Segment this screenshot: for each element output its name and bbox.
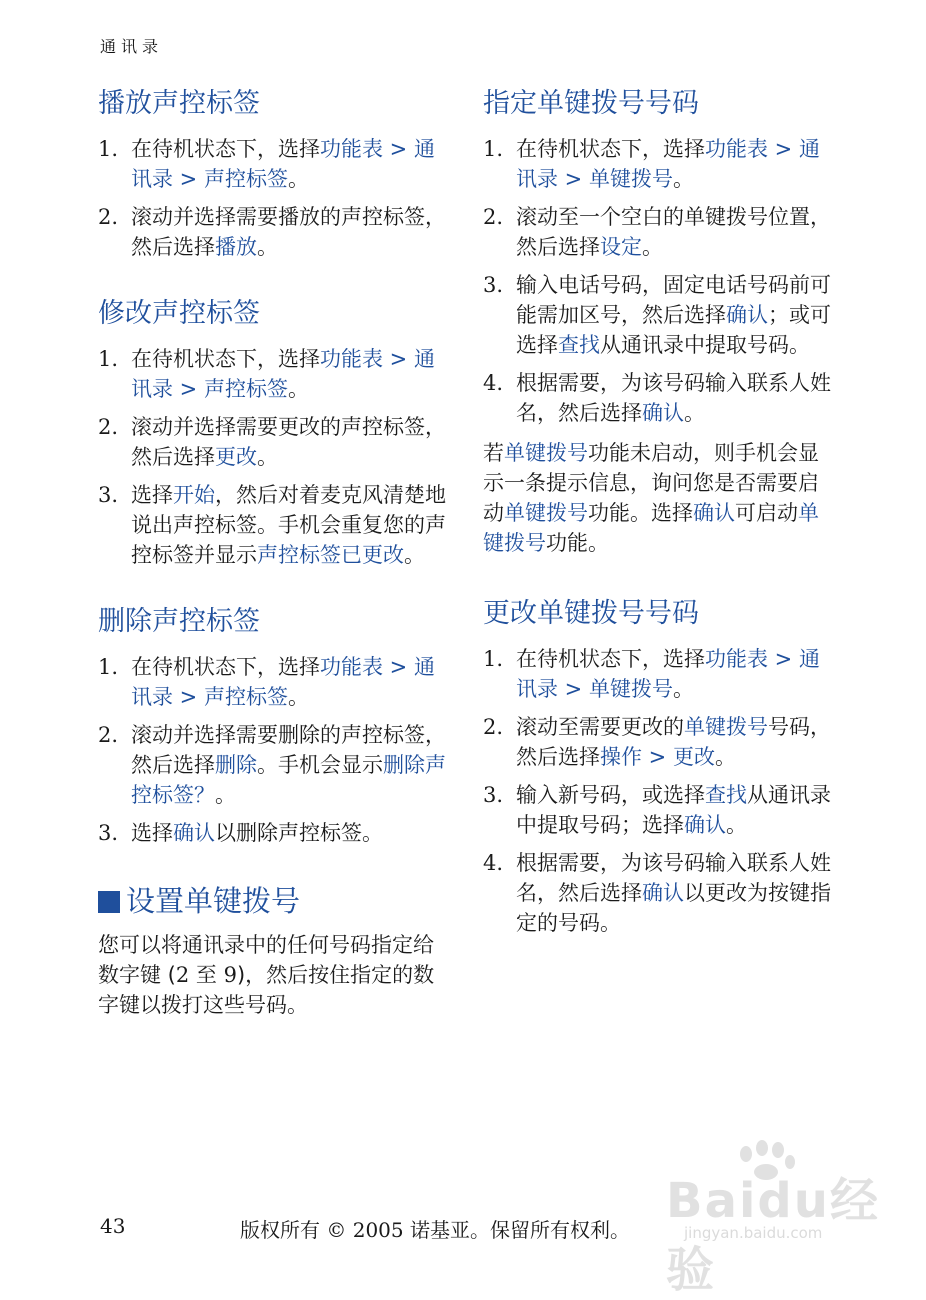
menu-term: 通讯录 — [516, 647, 820, 701]
menu-term: 声控标签 — [203, 685, 288, 709]
step-item: 1. 在待机状态下，选择功能表 > 通讯录 > 单键拨号。 — [483, 137, 820, 191]
section-speed-dial-setup — [98, 880, 448, 1020]
section-edit-voice-tag — [98, 294, 448, 570]
step-item: 2. 滚动至一个空白的单键拨号位置，然后选择设定。 — [483, 205, 831, 259]
menu-term: 播放 — [215, 235, 257, 259]
step-list — [98, 134, 448, 262]
menu-term: 通讯录 — [131, 347, 435, 401]
square-bullet-icon — [98, 891, 120, 913]
note-paragraph: 若单键拨号功能未启动，则手机会显示一条提示信息，询问您是否需要启动单键拨号功能。选择确认可启动单键拨号功能。 — [483, 441, 819, 555]
menu-term: 确认 — [642, 401, 684, 425]
menu-term: 确认 — [726, 303, 768, 327]
step-item: 1. 在待机状态下，选择功能表 > 通讯录 > 声控标签。 — [98, 137, 435, 191]
step-list — [98, 652, 448, 848]
menu-term: 声控标签 — [203, 167, 288, 191]
menu-term: 查找 — [705, 783, 747, 807]
step-item: 3. 输入电话号码，固定电话号码前可能需加区号，然后选择确认；或可选择查找从通讯录中提取号码。 — [483, 273, 831, 357]
menu-term: 查找 — [558, 333, 600, 357]
section-title: 修改声控标签 — [98, 298, 260, 329]
step-item: 2. 滚动并选择需要播放的声控标签，然后选择播放。 — [98, 205, 446, 259]
step-item: 3. 选择确认以删除声控标签。 — [98, 821, 383, 845]
menu-term: 通讯录 — [131, 655, 435, 709]
menu-term: 通讯录 — [131, 137, 435, 191]
menu-term: 功能表 — [320, 347, 383, 371]
section-title: 删除声控标签 — [98, 606, 260, 637]
step-item: 3. 输入新号码，或选择查找从通讯录中提取号码；选择确认。 — [483, 783, 831, 837]
step-list — [483, 134, 833, 428]
menu-term: 单键拨号 — [504, 501, 588, 525]
menu-term: 功能表 — [320, 137, 383, 161]
step-list — [98, 344, 448, 570]
menu-term: 单键拨号 — [483, 501, 819, 555]
menu-term: 删除声控标签？ — [131, 753, 446, 807]
menu-term: 功能表 — [705, 137, 768, 161]
intro-paragraph: 您可以将通讯录中的任何号码指定给数字键 (2 至 9)，然后按住指定的数字键以拨打这些号码。 — [98, 933, 435, 1017]
step-list — [483, 644, 833, 938]
copyright-notice: 版权所有 © 2005 诺基亚。保留所有权利。 — [240, 1218, 630, 1242]
chapter-heading: 设置单键拨号 — [98, 880, 448, 922]
step-item: 4. 根据需要，为该号码输入联系人姓名，然后选择确认以更改为按键指定的号码。 — [483, 851, 831, 935]
menu-term: 单键拨号 — [504, 441, 588, 465]
menu-term: 更改 — [215, 445, 257, 469]
menu-term: 单键拨号 — [588, 677, 673, 701]
menu-term: 通讯录 — [516, 137, 820, 191]
page-number: 43 — [100, 1214, 126, 1238]
menu-term: 单键拨号 — [684, 715, 768, 739]
section-play-voice-tag — [98, 84, 448, 262]
page-footer — [0, 1214, 926, 1246]
running-head: 通讯录 — [100, 37, 164, 56]
step-item: 2. 滚动并选择需要删除的声控标签，然后选择删除。手机会显示删除声控标签？。 — [98, 723, 446, 807]
menu-term: 确认 — [173, 821, 215, 845]
menu-term: 声控标签 — [203, 377, 288, 401]
right-column — [483, 84, 833, 970]
section-delete-voice-tag — [98, 602, 448, 848]
section-title: 播放声控标签 — [98, 88, 260, 119]
menu-term: 确认 — [642, 881, 684, 905]
section-title: 更改单键拨号号码 — [483, 598, 699, 629]
menu-term: 单键拨号 — [588, 167, 673, 191]
menu-term: 更改 — [672, 745, 715, 769]
step-item: 2. 滚动至需要更改的单键拨号号码，然后选择操作 > 更改。 — [483, 715, 831, 769]
section-title: 指定单键拨号号码 — [483, 88, 699, 119]
step-item: 1. 在待机状态下，选择功能表 > 通讯录 > 声控标签。 — [98, 347, 435, 401]
menu-term: 操作 — [600, 745, 642, 769]
step-item: 4. 根据需要，为该号码输入联系人姓名，然后选择确认。 — [483, 371, 831, 425]
section-change-speed-dial — [483, 594, 833, 938]
menu-term: 功能表 — [705, 647, 768, 671]
watermark-logo-text: Baidu经验 — [666, 1173, 880, 1298]
left-column — [98, 84, 448, 1056]
step-item: 2. 滚动并选择需要更改的声控标签，然后选择更改。 — [98, 415, 446, 469]
menu-term: 开始 — [173, 483, 215, 507]
menu-term: 确认 — [693, 501, 735, 525]
menu-term: 设定 — [600, 235, 642, 259]
menu-term: 声控标签已更改 — [257, 543, 404, 567]
watermark-url: jingyan.baidu.com — [684, 1224, 823, 1242]
menu-term: 功能表 — [320, 655, 383, 679]
menu-term: 确认 — [684, 813, 726, 837]
menu-term: 删除 — [215, 753, 257, 777]
step-item: 1. 在待机状态下，选择功能表 > 通讯录 > 单键拨号。 — [483, 647, 820, 701]
step-item: 1. 在待机状态下，选择功能表 > 通讯录 > 声控标签。 — [98, 655, 435, 709]
section-assign-speed-dial — [483, 84, 833, 558]
step-item: 3. 选择开始，然后对着麦克风清楚地说出声控标签。手机会重复您的声控标签并显示声控标签已更改。 — [98, 483, 446, 567]
